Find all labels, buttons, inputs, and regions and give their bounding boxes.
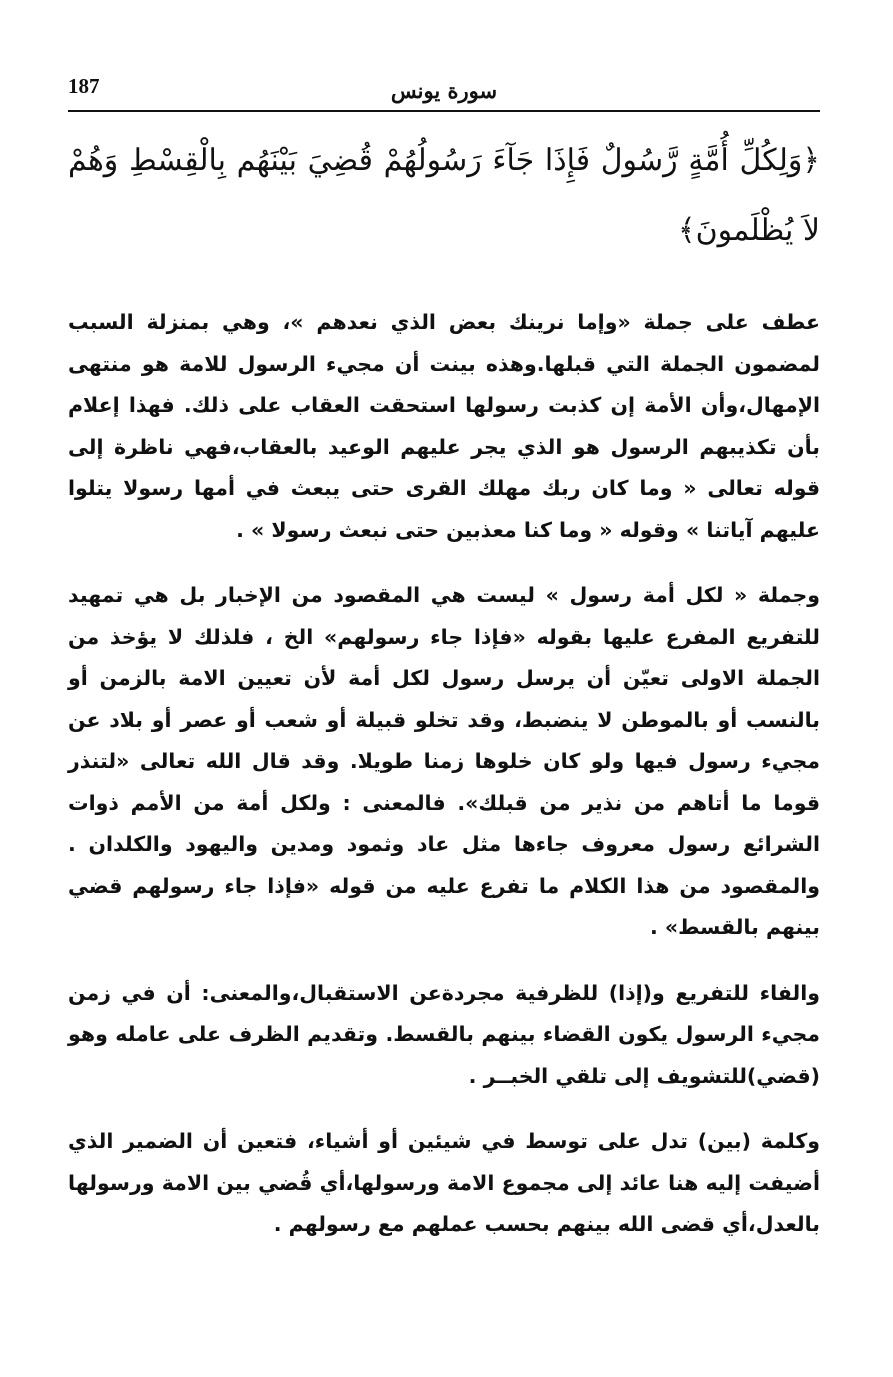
- commentary-body: [68, 302, 820, 1246]
- paragraph-1: عطف على جملة «وإما نرينك بعض الذي نعدهم »، وهي بمنزلة السبب لمضمون الجملة التي قبلها.وهذه بينت أن مجيء الرسول للامة هو منتهى الإمهال،وأن الأمة إن كذبت رسولها استحقت العقاب على ذلك. فهذا إعلام بأن تكذيبهم الرسول هو الذي يجر عليهم الوعيد بالعقاب،فهي ناظرة إلى قوله تعالى « وما كان ربك مهلك القرى حتى يبعث في أمها رسولا يتلوا عليهم آياتنا » وقوله « وما كنا معذبين حتى نبعث رسولا » .: [68, 310, 820, 542]
- page-header: [68, 72, 820, 112]
- running-head: سورة يونس: [390, 78, 498, 103]
- paragraph-3: والفاء للتفريع و(إذا) للظرفية مجردةعن الاستقبال،والمعنى: أن في زمن مجيء الرسول يكون القضاء بينهم بالقسط. وتقديم الظرف على عامله وهو (قضي)للتشويف إلى تلقي الخبــر .: [68, 980, 820, 1088]
- quran-verse: ﴿وَلِكُلِّ أُمَّةٍ رَّسُولٌ فَإِذَا جَآءَ رَسُولُهُمْ قُضِيَ بَيْنَهُم بِالْقِسْطِ وَهُمْ لاَ يُظْلَمونَ﴾: [68, 143, 820, 248]
- paragraph-2: وجملة « لكل أمة رسول » ليست هي المقصود من الإخبار بل هي تمهيد للتفريع المفرع عليها بقوله «فإذا جاء رسولهم» الخ ، فلذلك لا يؤخذ من الجملة الاولى تعيّن أن يرسل رسول لكل أمة لأن تعيين الامة بالزمن أو بالنسب أو بالموطن لا ينضبط، وقد تخلو قبيلة أو شعب أو عصر أو بلاد عن مجيء رسول فيها ولو كان خلوها زمنا طويلا. وقد قال الله تعالى «لتنذر قوما ما أتاهم من نذير من قبلك». فالمعنى : ولكل أمة من الأمم ذوات الشرائع رسول معروف جاءها مثل عاد وثمود ومدين واليهود والكلدان . والمقصود من هذا الكلام ما تفرع عليه من قوله «فإذا جاء رسولهم قضي بينهم بالقسط» .: [68, 583, 820, 939]
- page: [68, 72, 820, 1270]
- paragraph-4: وكلمة (بين) تدل على توسط في شيئين أو أشياء، فتعين أن الضمير الذي أضيفت إليه هنا عائد إلى مجموع الامة ورسولها،أي قُضي بين الامة ورسولها بالعدل،أي قضى الله بينهم بحسب عملهم مع رسولهم .: [68, 1129, 820, 1236]
- page-number: 187: [68, 74, 100, 98]
